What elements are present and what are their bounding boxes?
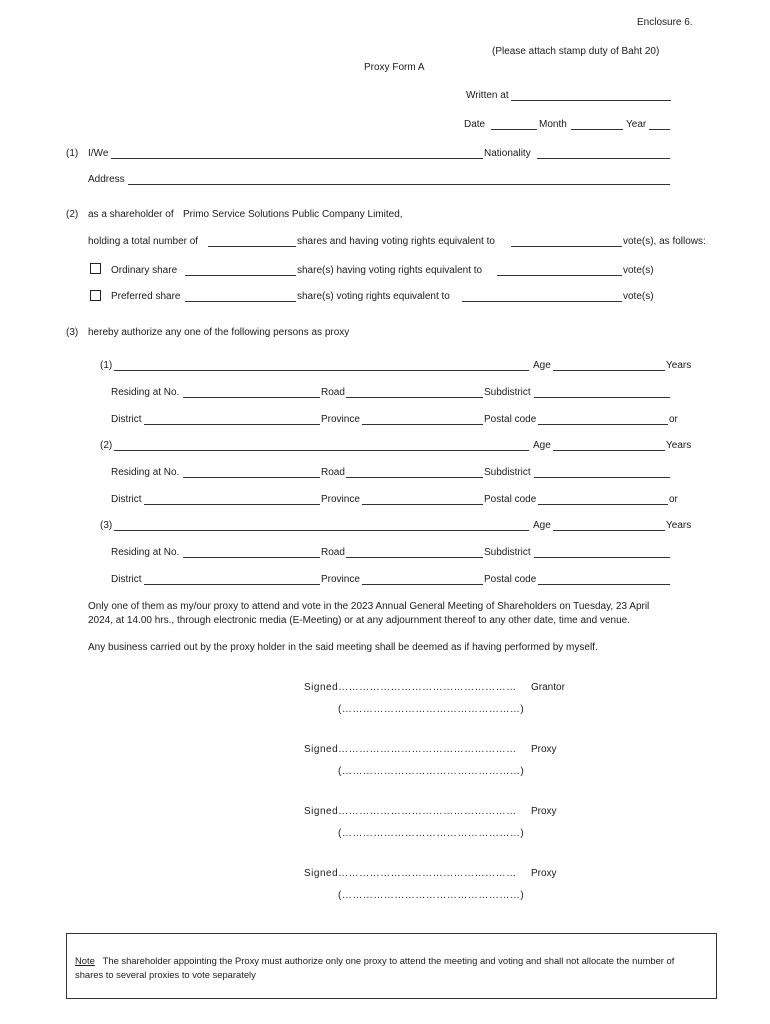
proxy-1-printed-name-line[interactable]: (……………………………………………) [338,766,525,777]
proxy-3-province-field[interactable] [362,584,483,585]
proxy-2-district-label: District [111,494,142,505]
preferred-votes-unit: vote(s) [623,291,654,302]
ordinary-shares-field[interactable] [185,275,296,276]
proxy-2-age-field[interactable] [553,450,665,451]
proxy-1-subdistrict-label: Subdistrict [484,387,531,398]
proxy-1-postal-field[interactable] [538,424,668,425]
proxy-3-postal-field[interactable] [538,584,670,585]
company-name: Primo Service Solutions Public Company Limited, [183,209,403,220]
iwe-label: I/We [88,148,109,159]
proxy-2-years-label: Years [666,440,692,451]
proxy-1-province-field[interactable] [362,424,483,425]
proxy-1-province-label: Province [321,414,360,425]
proxy-1-or-label: or [669,414,678,425]
nationality-label: Nationality [484,148,531,159]
month-field[interactable] [571,129,623,130]
proxy-1-role-label: Proxy [531,744,557,755]
proxy-2-number: (2) [100,440,113,451]
proxy-1-residing-label: Residing at No. [111,387,180,398]
proxy-2-province-label: Province [321,494,360,505]
proxy-3-subdistrict-label: Subdistrict [484,547,531,558]
enclosure-label: Enclosure 6. [637,17,693,28]
proxy-3-district-label: District [111,574,142,585]
note-box [66,933,717,999]
date-label: Date [464,119,486,130]
ordinary-share-checkbox[interactable] [90,263,101,274]
proxy-1-number: (1) [100,360,113,371]
month-label: Month [539,119,567,130]
section-1-number: (1) [66,148,79,159]
total-shares-field[interactable] [208,246,296,247]
proxy-3-road-label: Road [321,547,345,558]
note-content [75,954,705,982]
name-field[interactable] [111,158,483,159]
grantor-role-label: Grantor [531,682,565,693]
proxy-1-road-label: Road [321,387,345,398]
grantor-signature-line[interactable]: Signed…………………………………………… [304,682,517,693]
proxy-3-name-field[interactable] [114,530,529,531]
proxy-1-years-label: Years [666,360,692,371]
shares-having-label: shares and having voting rights equivalent to [297,236,495,247]
preferred-votes-field[interactable] [462,301,622,302]
proxy-2-printed-name-line[interactable]: (……………………………………………) [338,828,525,839]
proxy-1-postal-label: Postal code [484,414,537,425]
proxy-3-subdistrict-field[interactable] [534,557,670,558]
proxy-3-road-field[interactable] [346,557,483,558]
proxy-2-postal-field[interactable] [538,504,668,505]
proxy-1-house-number-field[interactable] [183,397,320,398]
proxy-1-age-label: Age [533,360,551,371]
business-statement: Any business carried out by the proxy holder in the said meeting shall be deemed as if having performed by myself. [88,642,598,653]
proxy-2-road-field[interactable] [346,477,483,478]
meeting-statement-line-2: 2024, at 14.00 hrs., through electronic media (E-Meeting) or at any adjournment thereof to any other date, time and venue. [88,615,630,626]
preferred-share-label: Preferred share [111,291,181,302]
proxy-1-age-field[interactable] [553,370,665,371]
grantor-printed-name-line[interactable]: (……………………………………………) [338,704,525,715]
note-text: The shareholder appointing the Proxy must authorize only one proxy to attend the meeting and voting and shall not allocate the number of shares to several proxies to vote separately [75,955,675,980]
proxy-2-postal-label: Postal code [484,494,537,505]
proxy-2-subdistrict-label: Subdistrict [484,467,531,478]
year-field[interactable] [649,129,670,130]
proxy-3-province-label: Province [321,574,360,585]
proxy-3-role-label: Proxy [531,868,557,879]
proxy-3-number: (3) [100,520,113,531]
proxy-3-district-field[interactable] [144,584,320,585]
proxy-1-subdistrict-field[interactable] [534,397,670,398]
section-2-number: (2) [66,209,79,220]
proxy-1-road-field[interactable] [346,397,483,398]
proxy-3-postal-label: Postal code [484,574,537,585]
proxy-2-name-field[interactable] [114,450,529,451]
ordinary-voting-label: share(s) having voting rights equivalent to [297,265,483,276]
proxy-2-district-field[interactable] [144,504,320,505]
proxy-2-province-field[interactable] [362,504,483,505]
preferred-shares-field[interactable] [185,301,296,302]
written-at-label: Written at [466,90,509,101]
ordinary-votes-field[interactable] [497,275,622,276]
note-label: Note [75,955,95,966]
proxy-3-signature-line[interactable]: Signed…………………………………………… [304,868,517,879]
year-label: Year [626,119,647,130]
proxy-2-road-label: Road [321,467,345,478]
proxy-1-name-field[interactable] [114,370,529,371]
proxy-3-age-label: Age [533,520,551,531]
shareholder-of-label: as a shareholder of [88,209,174,220]
proxy-2-subdistrict-field[interactable] [534,477,670,478]
total-votes-field[interactable] [511,246,622,247]
authorize-proxy-text: hereby authorize any one of the following persons as proxy [88,327,350,338]
holding-total-label: holding a total number of [88,236,199,247]
proxy-2-role-label: Proxy [531,806,557,817]
proxy-1-district-field[interactable] [144,424,320,425]
ordinary-votes-unit: vote(s) [623,265,654,276]
written-at-field[interactable] [511,100,671,101]
proxy-3-residing-label: Residing at No. [111,547,180,558]
proxy-2-residing-label: Residing at No. [111,467,180,478]
preferred-voting-label: share(s) voting rights equivalent to [297,291,450,302]
votes-as-follows-label: vote(s), as follows: [623,236,706,247]
proxy-3-years-label: Years [666,520,692,531]
proxy-2-or-label: or [669,494,678,505]
proxy-2-house-number-field[interactable] [183,477,320,478]
preferred-share-checkbox[interactable] [90,290,101,301]
date-field[interactable] [491,129,537,130]
proxy-2-age-label: Age [533,440,551,451]
address-field[interactable] [128,184,670,185]
proxy-2-signature-line[interactable]: Signed…………………………………………… [304,806,517,817]
section-3-number: (3) [66,327,79,338]
meeting-statement-line-1: Only one of them as my/our proxy to attend and vote in the 2023 Annual General Meeting of Shareholders on Tuesday, 23 April [88,601,650,612]
proxy-1-district-label: District [111,414,142,425]
proxy-3-age-field[interactable] [553,530,665,531]
proxy-3-house-number-field[interactable] [183,557,320,558]
nationality-field[interactable] [537,158,670,159]
stamp-duty-note: (Please attach stamp duty of Baht 20) [492,46,660,57]
address-label: Address [88,174,125,185]
form-title: Proxy Form A [364,62,425,73]
ordinary-share-label: Ordinary share [111,265,178,276]
proxy-3-printed-name-line[interactable]: (……………………………………………) [338,890,525,901]
proxy-1-signature-line[interactable]: Signed…………………………………………… [304,744,517,755]
